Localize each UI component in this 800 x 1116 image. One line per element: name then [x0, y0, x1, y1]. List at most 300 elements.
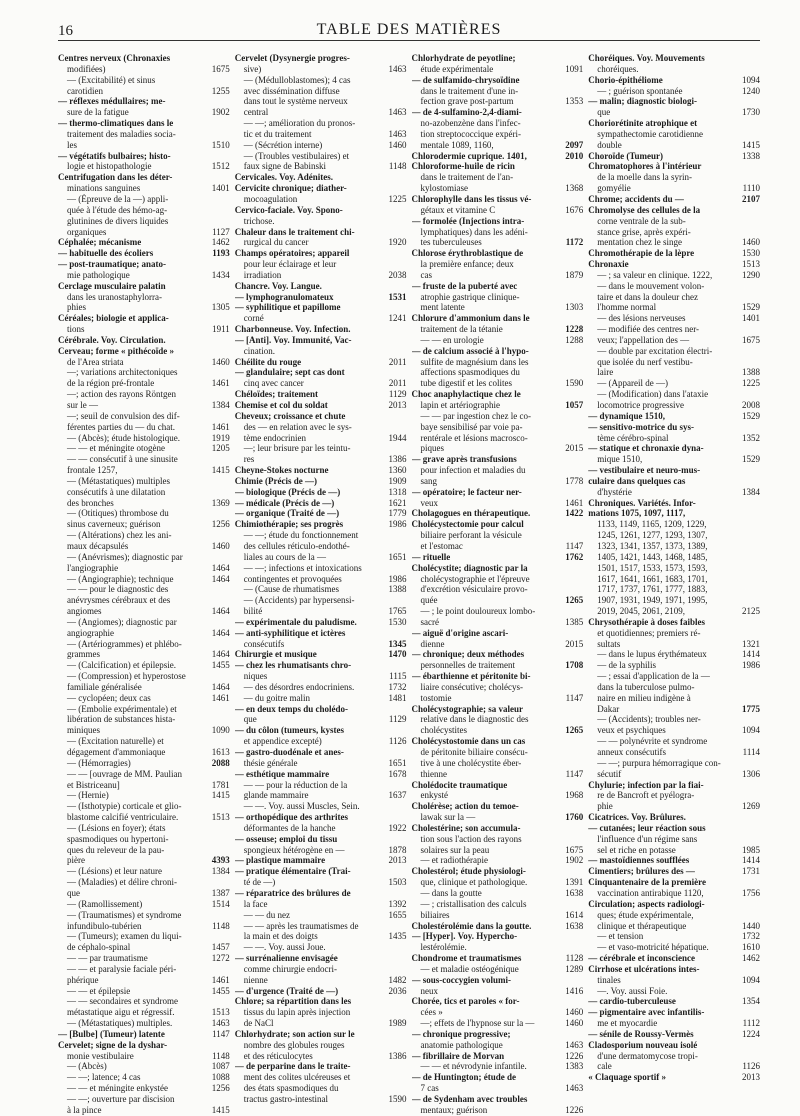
index-entry — [58, 335, 230, 346]
entry-text: — (Troubles vestibulaires) et — [243, 150, 350, 161]
index-entry — [412, 704, 584, 715]
entry-page-ref: 1675 — [565, 844, 584, 855]
entry-page-ref: 1464 — [211, 606, 230, 617]
index-entry — [235, 465, 407, 476]
entry-page-ref: 2038 — [388, 269, 407, 280]
entry-text: — végétatifs bulbaires; histo- — [58, 150, 171, 161]
entry-page-ref: 1391 — [565, 877, 584, 888]
entry-page-ref: 1986 — [388, 573, 407, 584]
index-entry — [58, 888, 230, 899]
index-entry — [588, 639, 760, 650]
index-entry — [412, 595, 584, 606]
entry-text: ment des colites ulcéreuses et — [243, 1072, 351, 1083]
entry-text: — chronique; deux méthodes — [411, 649, 525, 660]
index-entry — [588, 617, 760, 628]
index-entry — [58, 1094, 230, 1105]
entry-text: Chorio-épithéliome — [588, 74, 663, 85]
entry-text: — —; purpura hémorragique con- — [597, 757, 721, 768]
entry-text: nombre des globules rouges — [243, 1039, 345, 1050]
index-entry — [235, 216, 407, 227]
entry-page-ref: 1510 — [211, 139, 230, 150]
entry-text: — — polynévrite et syndrome — [597, 736, 708, 747]
index-entry — [235, 389, 407, 400]
index-entry — [58, 1051, 230, 1062]
index-entry — [235, 64, 407, 75]
entry-page-ref: 1778 — [565, 475, 584, 486]
index-entry — [58, 866, 230, 877]
entry-text: — (Épreuve de la —) appli- — [67, 193, 169, 204]
entry-text: et Bistriceanu] — [67, 779, 120, 790]
entry-page-ref: 1461 — [211, 378, 230, 389]
entry-text: trichose. — [243, 215, 275, 226]
index-entry — [235, 1051, 407, 1062]
entry-page-ref: 1225 — [742, 378, 760, 389]
index-entry — [235, 519, 407, 530]
index-entry — [58, 465, 230, 476]
index-entry — [58, 758, 230, 769]
entry-page-ref: 1265 — [565, 595, 584, 606]
entry-text: quée à l'étude des hémo-ag- — [67, 204, 168, 215]
entry-text: Cholécystite; diagnostic par la — [411, 562, 528, 573]
index-entry — [412, 563, 584, 574]
index-entry — [235, 96, 407, 107]
entry-page-ref: 1422 — [565, 508, 584, 519]
index-entry — [588, 1029, 760, 1040]
entry-page-ref: 1529 — [742, 454, 760, 465]
index-entry — [235, 248, 407, 259]
entry-text: res — [243, 454, 255, 465]
entry-page-ref: 1087 — [211, 1061, 230, 1072]
entry-text: Cirrhose et ulcérations intes- — [588, 963, 700, 974]
entry-page-ref: 1240 — [742, 85, 760, 96]
entry-page-ref: 1434 — [211, 269, 230, 280]
index-entry — [588, 1040, 760, 1051]
index-entry — [58, 942, 230, 953]
entry-page-ref: 2097 — [565, 139, 584, 150]
index-entry — [235, 790, 407, 801]
entry-text: — ; sa valeur en clinique. 1222, — [597, 269, 713, 280]
index-entry — [235, 563, 407, 574]
index-entry — [235, 931, 407, 942]
entry-text: sinus caverneux; guérison — [67, 519, 161, 530]
entry-text: angiomes — [67, 606, 102, 617]
index-entry — [412, 259, 584, 270]
index-entry — [412, 899, 584, 910]
entry-text: —; seuil de convulsion des dif- — [67, 410, 180, 421]
entry-text: — cyclopéen; deux cas — [67, 692, 151, 703]
entry-text: — réparatrice des brûlures de — [234, 887, 351, 898]
entry-text: Choriorétinite atrophique et — [588, 118, 698, 129]
index-entry — [412, 86, 584, 97]
index-entry — [58, 129, 230, 140]
entry-text: — (Otitiques) thrombose du — [67, 508, 169, 519]
index-entry — [412, 866, 584, 877]
entry-page-ref: 1225 — [388, 193, 407, 204]
index-entry — [235, 161, 407, 172]
entry-text: Cinquantenaire de la première — [588, 877, 706, 888]
entry-text: — cardio-tuberculeuse — [588, 996, 676, 1007]
entry-page-ref: 1401 — [211, 183, 230, 194]
index-entry — [588, 812, 760, 823]
index-entry — [58, 714, 230, 725]
entry-text: — — consécutif à une sinusite — [67, 454, 178, 465]
index-entry — [235, 118, 407, 129]
index-entry — [58, 996, 230, 1007]
index-entry — [58, 1105, 230, 1116]
entry-page-ref: 1461 — [211, 421, 230, 432]
entry-text: — rituelle — [411, 551, 451, 562]
index-entry — [588, 693, 760, 704]
entry-page-ref: 1455 — [211, 660, 230, 671]
index-entry — [58, 161, 230, 172]
entry-page-ref: 1463 — [388, 128, 407, 139]
entry-text: maux décapsulés — [67, 540, 129, 551]
index-entry — [58, 671, 230, 682]
index-entry — [58, 1029, 230, 1040]
entry-page-ref: 1128 — [565, 953, 584, 964]
entry-text: 1323, 1341, 1357, 1373, 1389, — [597, 540, 708, 551]
index-entry — [235, 595, 407, 606]
entry-page-ref: 1481 — [388, 692, 407, 703]
index-entry — [235, 986, 407, 997]
entry-text: Cerclage musculaire palatin — [58, 280, 166, 291]
entry-page-ref: 1464 — [211, 649, 230, 660]
entry-page-ref: 1529 — [742, 410, 760, 421]
index-entry — [412, 129, 584, 140]
entry-page-ref: 1338 — [742, 150, 760, 161]
index-entry — [235, 140, 407, 151]
entry-text: tinales — [597, 974, 621, 985]
index-entry — [235, 86, 407, 97]
entry-text: Chéilite du rouge — [234, 356, 302, 367]
entry-text: comme chirurgie endocri- — [243, 963, 338, 974]
entry-text: tostomie — [420, 692, 452, 703]
entry-text: 1245, 1261, 1277, 1293, 1307, — [597, 530, 708, 541]
entry-page-ref: 1781 — [211, 779, 230, 790]
index-entry — [588, 899, 760, 910]
index-entry — [235, 682, 407, 693]
index-entry — [412, 855, 584, 866]
entry-page-ref: 1126 — [388, 736, 407, 747]
index-entry — [235, 671, 407, 682]
entry-page-ref: 1288 — [565, 334, 584, 345]
index-entry — [58, 617, 230, 628]
index-entry — [58, 823, 230, 834]
entry-text: nienne — [243, 974, 268, 985]
entry-text: — — et méningite otogène — [67, 443, 165, 454]
index-entry — [588, 877, 760, 888]
index-entry — [58, 530, 230, 541]
entry-page-ref: 1732 — [388, 681, 407, 692]
index-entry — [412, 953, 584, 964]
entry-text: Cholestérine; son accumula- — [411, 822, 521, 833]
entry-page-ref: 1226 — [565, 1050, 584, 1061]
index-entry — [235, 649, 407, 660]
index-entry — [412, 682, 584, 693]
index-entry — [58, 400, 230, 411]
index-entry — [412, 996, 584, 1007]
entry-text: — — secondaires et syndrome — [67, 996, 178, 1007]
index-entry — [58, 411, 230, 422]
entry-text: — fibrillaire de Morvan — [411, 1050, 505, 1061]
page-header — [58, 0, 760, 40]
entry-text: tractus gastro-intestinal — [243, 1094, 328, 1104]
index-entry — [412, 172, 584, 183]
entry-text: et quotidiennes; premiers ré- — [597, 627, 701, 638]
index-entry — [588, 910, 760, 921]
entry-text: — de Huntington; étude de — [411, 1072, 517, 1083]
entry-text: — (Abcès); étude histologique. — [67, 432, 180, 443]
index-entry — [412, 1061, 584, 1072]
entry-text: lymphatiques) dans les adéni- — [420, 226, 528, 237]
entry-text: — grave après transfusions — [411, 454, 517, 465]
index-entry — [58, 769, 230, 780]
index-entry — [588, 736, 760, 747]
entry-page-ref: 1464 — [211, 573, 230, 584]
entry-text: relative dans le diagnostic des — [420, 714, 529, 725]
index-entry — [588, 107, 760, 118]
index-entry — [235, 758, 407, 769]
entry-text: tème endocrinien — [243, 432, 306, 443]
index-entry — [412, 411, 584, 422]
entry-page-ref: 2015 — [565, 443, 584, 454]
index-entry — [412, 649, 584, 660]
entry-text: — orthopédique des arthrites — [234, 812, 348, 823]
index-entry — [412, 205, 584, 216]
entry-page-ref: 1676 — [565, 204, 584, 215]
index-entry — [412, 498, 584, 509]
index-entry — [588, 443, 760, 454]
index-entry — [58, 227, 230, 238]
index-entry — [235, 443, 407, 454]
index-entry — [412, 964, 584, 975]
entry-text: lawak sur la — — [420, 812, 476, 823]
index-entry — [412, 574, 584, 585]
entry-text: Chylurie; infection par la fiai- — [588, 779, 704, 790]
entry-page-ref: 1531 — [388, 291, 407, 302]
index-entry — [588, 552, 760, 563]
entry-text: pière — [67, 855, 85, 866]
entry-page-ref: 1148 — [388, 161, 407, 172]
index-entry — [588, 216, 760, 227]
entry-page-ref: 1094 — [742, 974, 760, 985]
entry-page-ref: 1463 — [211, 1018, 230, 1029]
entry-text: —. Voy. aussi Foie. — [597, 985, 668, 996]
entry-text: Choréiques. Voy. Mouvements — [588, 53, 705, 63]
index-entry — [412, 660, 584, 671]
entry-page-ref: 1415 — [211, 790, 230, 801]
entry-text: d'excrétion vésiculaire provo- — [420, 584, 528, 595]
index-entry — [412, 53, 584, 64]
entry-text: — chronique progressive; — [411, 1028, 511, 1039]
entry-page-ref: 1613 — [211, 747, 230, 757]
index-entry — [58, 834, 230, 845]
entry-text: — —; étude du fonctionnement — [243, 530, 359, 541]
entry-page-ref: 1638 — [565, 887, 584, 898]
entry-text: sang — [420, 475, 437, 486]
entry-text: cination. — [243, 345, 275, 356]
index-entry — [58, 422, 230, 433]
index-entry — [235, 552, 407, 563]
entry-text: — (Accidents); troubles ner- — [597, 714, 701, 725]
index-entry — [412, 671, 584, 682]
entry-text: — —; ouverture par discision — [67, 1094, 175, 1104]
entry-text: tic et du traitement — [243, 128, 312, 139]
index-entry — [58, 780, 230, 791]
index-entry — [58, 75, 230, 86]
index-entry — [235, 1083, 407, 1094]
entry-text: dégagement d'ammoniaque — [67, 747, 166, 757]
index-entry — [58, 443, 230, 454]
entry-text: — (Ramollissement) — [67, 898, 143, 909]
entry-text: libération de substances hista- — [67, 714, 176, 725]
index-entry — [412, 508, 584, 519]
entry-text: familiale généralisée — [67, 681, 142, 692]
index-entry — [588, 508, 760, 519]
entry-text: 1133, 1149, 1165, 1209, 1229, — [597, 519, 707, 530]
entry-text: angiographie — [67, 627, 114, 638]
index-entry — [588, 335, 760, 346]
entry-page-ref: 1762 — [565, 551, 584, 562]
entry-page-ref: 1435 — [388, 931, 407, 942]
entry-text: Cervico-faciale. Voy. Spono- — [234, 204, 343, 215]
entry-text: pour leur éclairage et leur — [243, 259, 337, 270]
entry-page-ref: 1415 — [742, 139, 760, 150]
entry-page-ref: 2008 — [742, 400, 760, 410]
entry-text: phérique — [67, 974, 99, 985]
index-entry — [588, 855, 760, 866]
entry-text: la face — [243, 898, 268, 909]
index-entry — [58, 324, 230, 335]
entry-page-ref: 1414 — [742, 649, 760, 660]
entry-text: grammes — [67, 649, 100, 660]
entry-text: atrophie gastrique clinique- — [420, 291, 520, 302]
entry-text: tème cérébro-spinal — [597, 432, 669, 443]
index-entry — [588, 161, 760, 172]
entry-text: Chimiothérapie; ses progrès — [234, 519, 344, 530]
entry-text: — vestibulaire et neuro-mus- — [588, 465, 701, 476]
index-entry — [412, 975, 584, 986]
index-entry — [412, 1051, 584, 1062]
entry-text: — (Compression) et hyperostose — [67, 671, 186, 682]
entry-text: — — et méningite enkystée — [67, 1083, 168, 1094]
entry-page-ref: 1094 — [742, 725, 760, 736]
entry-text: lapin et artériographie — [420, 400, 500, 410]
entry-page-ref: 1256 — [211, 1083, 230, 1094]
entry-page-ref: 1414 — [742, 855, 760, 866]
index-entry — [412, 443, 584, 454]
index-entry — [235, 639, 407, 650]
entry-page-ref: 1651 — [388, 551, 407, 562]
entry-text: — (Médulloblastomes); 4 cas — [243, 74, 351, 85]
index-entry — [235, 172, 407, 183]
entry-text: dans le traitement d'une in- — [420, 85, 519, 96]
entry-page-ref: 1384 — [211, 866, 230, 877]
index-entry — [412, 801, 584, 812]
index-entry — [588, 454, 760, 465]
index-entry — [58, 606, 230, 617]
entry-text: central — [243, 107, 269, 118]
index-entry — [588, 964, 760, 975]
index-entry — [588, 129, 760, 140]
entry-text: taire et dans la douleur chez — [597, 291, 698, 302]
entry-text: sur le — — [67, 400, 98, 410]
entry-text: Choroïde (Tumeur) — [588, 150, 664, 161]
entry-text: — de sulfamido-chrysoïdine — [411, 74, 520, 85]
index-entry — [58, 498, 230, 509]
entry-page-ref: 1610 — [742, 942, 760, 953]
entry-page-ref: 1415 — [211, 465, 230, 476]
entry-text: me et myocardie — [597, 1018, 658, 1029]
index-entry — [235, 259, 407, 270]
entry-text: des bronches — [67, 497, 114, 508]
index-entry — [588, 823, 760, 834]
index-entry — [412, 519, 584, 530]
index-entry — [235, 183, 407, 194]
entry-text: consécutifs à une dilatation — [67, 486, 166, 497]
entry-text: Cimentiers; brûlures des — — [588, 866, 695, 877]
index-entry — [588, 96, 760, 107]
entry-text: — chez les rhumatisants chro- — [234, 660, 352, 671]
index-entry — [235, 964, 407, 975]
index-entry — [588, 1007, 760, 1018]
entry-text: blastome calcifié ventriculaire. — [67, 812, 179, 823]
entry-text: que — [597, 107, 611, 118]
index-entry — [588, 281, 760, 292]
entry-page-ref: 1289 — [565, 963, 584, 974]
index-columns — [58, 53, 760, 1116]
entry-text: —; effets de l'hypnose sur la — — [420, 1018, 535, 1029]
index-entry — [588, 1061, 760, 1072]
index-entry — [412, 335, 584, 346]
entry-text: spongieux hétérogène en — — [243, 844, 345, 855]
entry-page-ref: 1708 — [565, 660, 584, 671]
index-entry — [588, 986, 760, 997]
index-entry — [235, 433, 407, 444]
entry-text: mie pathologique — [67, 269, 130, 280]
index-entry — [588, 205, 760, 216]
index-entry — [588, 465, 760, 476]
index-entry — [588, 367, 760, 378]
index-entry — [235, 704, 407, 715]
index-entry — [235, 617, 407, 628]
index-entry — [412, 552, 584, 563]
entry-page-ref: 1462 — [742, 953, 760, 964]
index-entry — [58, 487, 230, 498]
entry-text: sive) — [243, 63, 262, 74]
index-entry — [588, 378, 760, 389]
entry-text: Chirurgie et musique — [234, 649, 317, 660]
entry-text: Chrome; accidents du — — [588, 193, 684, 204]
entry-text: Chlorose érythroblastique de — [411, 248, 524, 259]
index-entry — [58, 194, 230, 205]
index-entry — [412, 324, 584, 335]
entry-text: anévrysmes cérébraux et des — [67, 595, 171, 606]
entry-text: gomyélie — [597, 183, 631, 194]
entry-text: des — en relation avec le sys- — [243, 421, 352, 432]
index-entry — [58, 378, 230, 389]
entry-text: — —. Voy. aussi Joue. — [243, 942, 326, 953]
entry-text: Chemise et col du soldat — [234, 400, 328, 410]
index-entry — [412, 628, 584, 639]
entry-text: — [Anti]. Voy. Immunité, Vac- — [234, 334, 352, 345]
entry-text: sure de la fatigue — [67, 107, 129, 118]
index-entry — [58, 367, 230, 378]
entry-text: — du côlon (tumeurs, kystes — [234, 725, 345, 736]
entry-text: — — et névrodynie infantile. — [420, 1061, 527, 1072]
entry-page-ref: 1464 — [211, 681, 230, 692]
entry-text: minations sanguines — [67, 183, 141, 194]
